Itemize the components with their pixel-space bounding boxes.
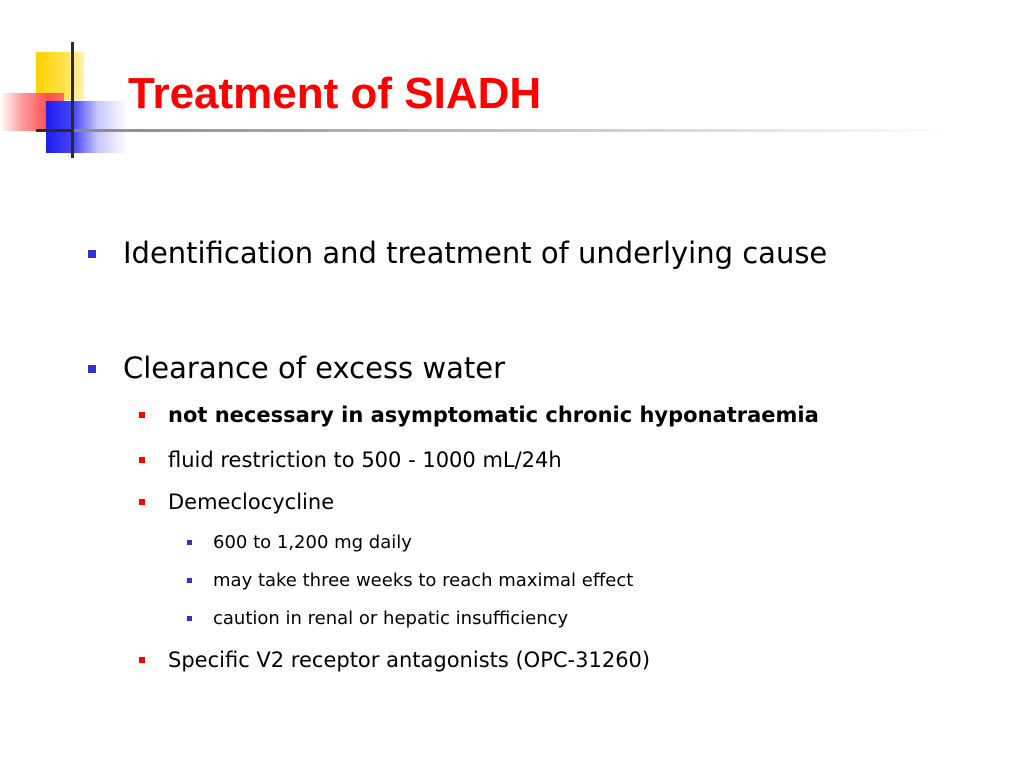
square-bullet-icon	[187, 540, 192, 545]
list-item	[139, 448, 562, 472]
list-item-text: may take three weeks to reach maximal effect	[213, 570, 634, 591]
square-bullet-icon	[187, 578, 192, 583]
list-item	[88, 236, 827, 270]
list-item	[88, 351, 505, 385]
list-item-text: Specific V2 receptor antagonists (OPC-31260)	[168, 648, 651, 672]
list-item	[139, 403, 819, 427]
list-item	[139, 490, 334, 514]
list-item-text: Demeclocycline	[168, 490, 335, 514]
list-item-text: caution in renal or hepatic insufficiency	[213, 608, 569, 629]
list-item	[187, 608, 568, 629]
list-item	[187, 570, 633, 591]
square-bullet-icon	[88, 250, 96, 258]
list-item-text: fluid restriction to 500 - 1000 mL/24h	[168, 448, 562, 472]
square-bullet-icon	[139, 657, 145, 663]
square-bullet-icon	[139, 412, 145, 418]
slide-title: Treatment of SIADH	[128, 69, 542, 118]
square-bullet-icon	[88, 365, 96, 373]
list-item	[187, 532, 412, 553]
list-item-text: Identification and treatment of underlying cause	[123, 236, 828, 270]
list-item-text: not necessary in asymptomatic chronic hyponatraemia	[168, 403, 819, 427]
list-item-text: 600 to 1,200 mg daily	[213, 532, 412, 553]
square-bullet-icon	[187, 616, 192, 621]
list-item-text: Clearance of excess water	[123, 351, 505, 385]
square-bullet-icon	[139, 499, 145, 505]
list-item	[139, 648, 650, 672]
square-bullet-icon	[139, 457, 145, 463]
